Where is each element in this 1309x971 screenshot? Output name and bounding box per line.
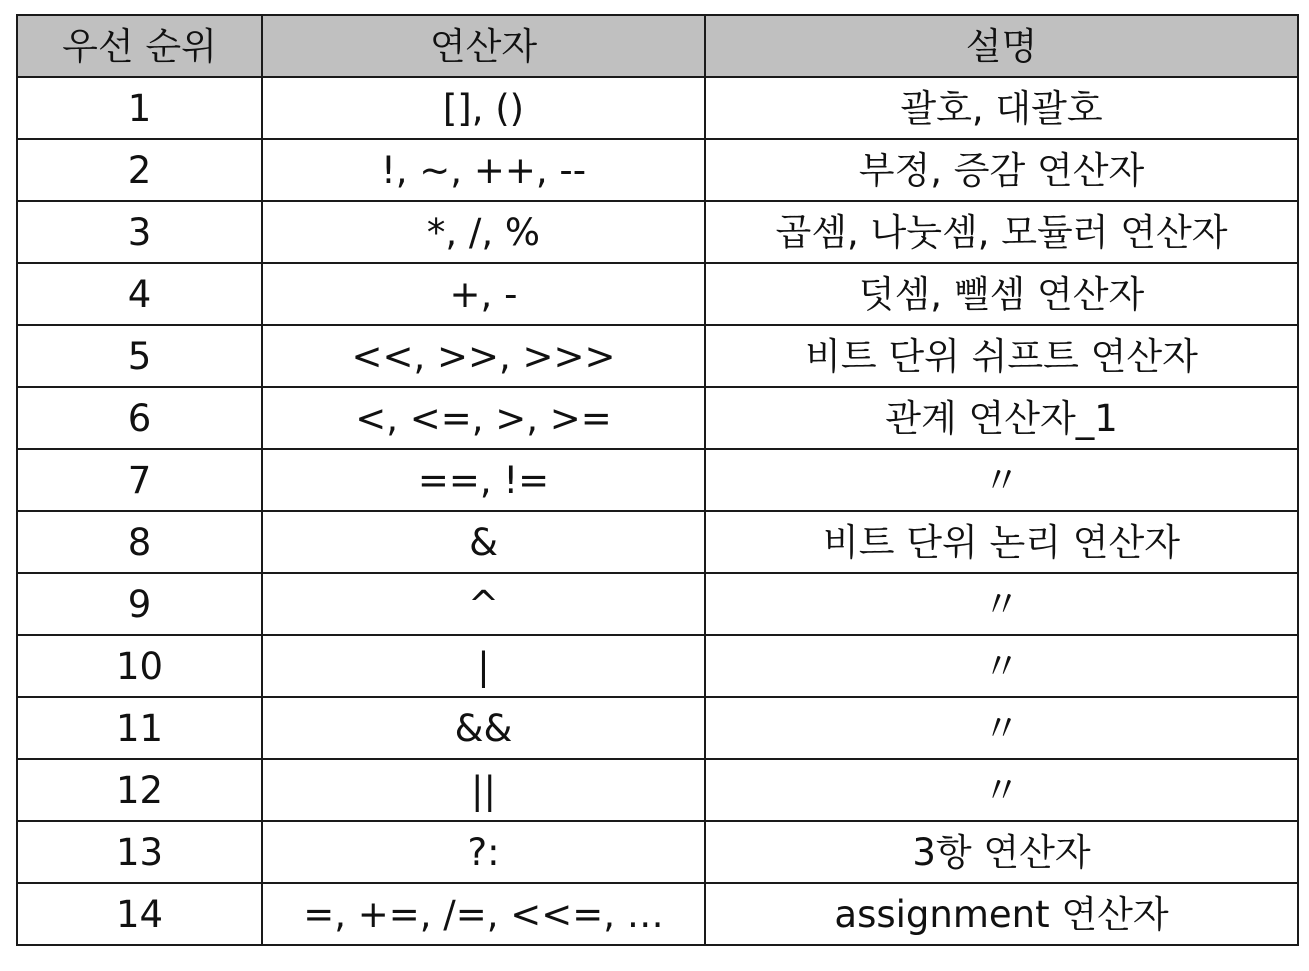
description-cell: assignment 연산자 <box>705 883 1298 945</box>
operator-cell: !, ~, ++, -- <box>262 139 705 201</box>
header-operator: 연산자 <box>262 15 705 77</box>
operator-precedence-table <box>16 14 1299 946</box>
operator-cell: =, +=, /=, <<=, … <box>262 883 705 945</box>
operator-cell: | <box>262 635 705 697</box>
priority-cell: 2 <box>17 139 262 201</box>
priority-cell: 7 <box>17 449 262 511</box>
table-row <box>17 263 1298 325</box>
table-row <box>17 511 1298 573</box>
operator-cell: ^ <box>262 573 705 635</box>
priority-cell: 13 <box>17 821 262 883</box>
description-cell: 관계 연산자_1 <box>705 387 1298 449</box>
operator-cell: ?: <box>262 821 705 883</box>
priority-cell: 8 <box>17 511 262 573</box>
table-row <box>17 139 1298 201</box>
operator-cell: *, /, % <box>262 201 705 263</box>
description-cell: 〃 <box>705 573 1298 635</box>
table-row <box>17 77 1298 139</box>
description-cell: 비트 단위 쉬프트 연산자 <box>705 325 1298 387</box>
operator-cell: <, <=, >, >= <box>262 387 705 449</box>
operator-cell: || <box>262 759 705 821</box>
priority-cell: 4 <box>17 263 262 325</box>
priority-cell: 6 <box>17 387 262 449</box>
operator-precedence-table-container <box>16 14 1297 946</box>
priority-cell: 1 <box>17 77 262 139</box>
description-cell: 〃 <box>705 635 1298 697</box>
priority-cell: 12 <box>17 759 262 821</box>
table-row <box>17 325 1298 387</box>
description-cell: 괄호, 대괄호 <box>705 77 1298 139</box>
table-row <box>17 449 1298 511</box>
description-cell: 곱셈, 나눗셈, 모듈러 연산자 <box>705 201 1298 263</box>
table-header <box>17 15 1298 77</box>
table-row <box>17 883 1298 945</box>
table-row <box>17 821 1298 883</box>
header-description: 설명 <box>705 15 1298 77</box>
operator-cell: [], () <box>262 77 705 139</box>
description-cell: 부정, 증감 연산자 <box>705 139 1298 201</box>
operator-cell: & <box>262 511 705 573</box>
priority-cell: 5 <box>17 325 262 387</box>
priority-cell: 3 <box>17 201 262 263</box>
description-cell: 3항 연산자 <box>705 821 1298 883</box>
table-body <box>17 77 1298 945</box>
description-cell: 비트 단위 논리 연산자 <box>705 511 1298 573</box>
header-priority: 우선 순위 <box>17 15 262 77</box>
table-row <box>17 201 1298 263</box>
description-cell: 〃 <box>705 697 1298 759</box>
priority-cell: 11 <box>17 697 262 759</box>
priority-cell: 10 <box>17 635 262 697</box>
priority-cell: 9 <box>17 573 262 635</box>
operator-cell: +, - <box>262 263 705 325</box>
header-row <box>17 15 1298 77</box>
description-cell: 〃 <box>705 759 1298 821</box>
description-cell: 덧셈, 뺄셈 연산자 <box>705 263 1298 325</box>
table-row <box>17 387 1298 449</box>
table-row <box>17 759 1298 821</box>
table-row <box>17 635 1298 697</box>
operator-cell: <<, >>, >>> <box>262 325 705 387</box>
description-cell: 〃 <box>705 449 1298 511</box>
operator-cell: && <box>262 697 705 759</box>
operator-cell: ==, != <box>262 449 705 511</box>
table-row <box>17 697 1298 759</box>
table-row <box>17 573 1298 635</box>
priority-cell: 14 <box>17 883 262 945</box>
